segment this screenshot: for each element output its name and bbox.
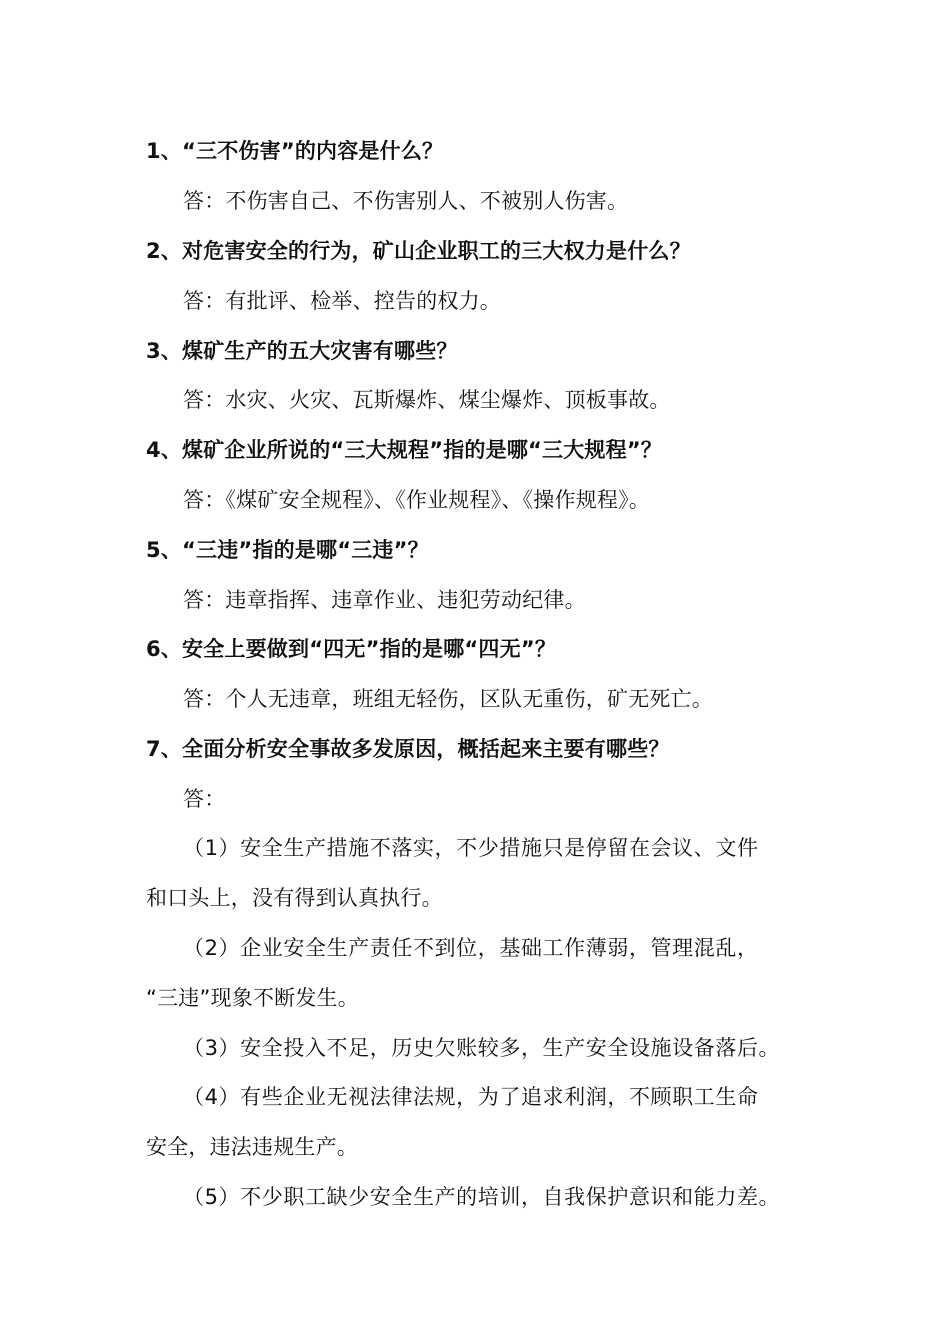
reason-1-line-1: （1）安全生产措施不落实，不少措施只是停留在会议、文件	[183, 836, 759, 860]
question-6: 6、安全上要做到“四无”指的是哪“四无”？	[146, 637, 557, 661]
question-3: 3、煤矿生产的五大灾害有哪些？	[146, 339, 458, 363]
answer-1: 答：不伤害自己、不伤害别人、不被别人伤害。	[183, 189, 629, 213]
question-1: 1、“三不伤害”的内容是什么？	[146, 139, 444, 163]
answer-3: 答：水灾、火灾、瓦斯爆炸、煤尘爆炸、顶板事故。	[183, 388, 671, 412]
answer-7-label: 答：	[183, 787, 226, 811]
question-4: 4、煤矿企业所说的“三大规程”指的是哪“三大规程”？	[146, 438, 663, 462]
question-2: 2、对危害安全的行为，矿山企业职工的三大权力是什么？	[146, 239, 691, 263]
question-5: 5、“三违”指的是哪“三违”？	[146, 538, 429, 562]
reason-2-line-2: “三违”现象不断发生。	[146, 986, 359, 1010]
answer-4: 答：《煤矿安全规程》、《作业规程》、《操作规程》。	[183, 488, 650, 512]
answer-5: 答：违章指挥、违章作业、违犯劳动纪律。	[183, 588, 586, 612]
reason-4-line-2: 安全，违法违规生产。	[146, 1135, 358, 1159]
reason-1-line-2: 和口头上，没有得到认真执行。	[146, 886, 443, 910]
question-7: 7、全面分析安全事故多发原因，概括起来主要有哪些？	[146, 737, 670, 761]
reason-2-line-1: （2）企业安全生产责任不到位，基础工作薄弱，管理混乱，	[183, 936, 759, 960]
reason-4-line-1: （4）有些企业无视法律法规，为了追求利润，不顾职工生命	[183, 1085, 759, 1109]
reason-3: （3）安全投入不足，历史欠账较多，生产安全设施设备落后。	[183, 1036, 781, 1060]
answer-6: 答：个人无违章，班组无轻伤，区队无重伤，矿无死亡。	[183, 687, 713, 711]
reason-5: （5）不少职工缺少安全生产的培训，自我保护意识和能力差。	[183, 1185, 781, 1209]
answer-2: 答：有批评、检举、控告的权力。	[183, 289, 501, 313]
